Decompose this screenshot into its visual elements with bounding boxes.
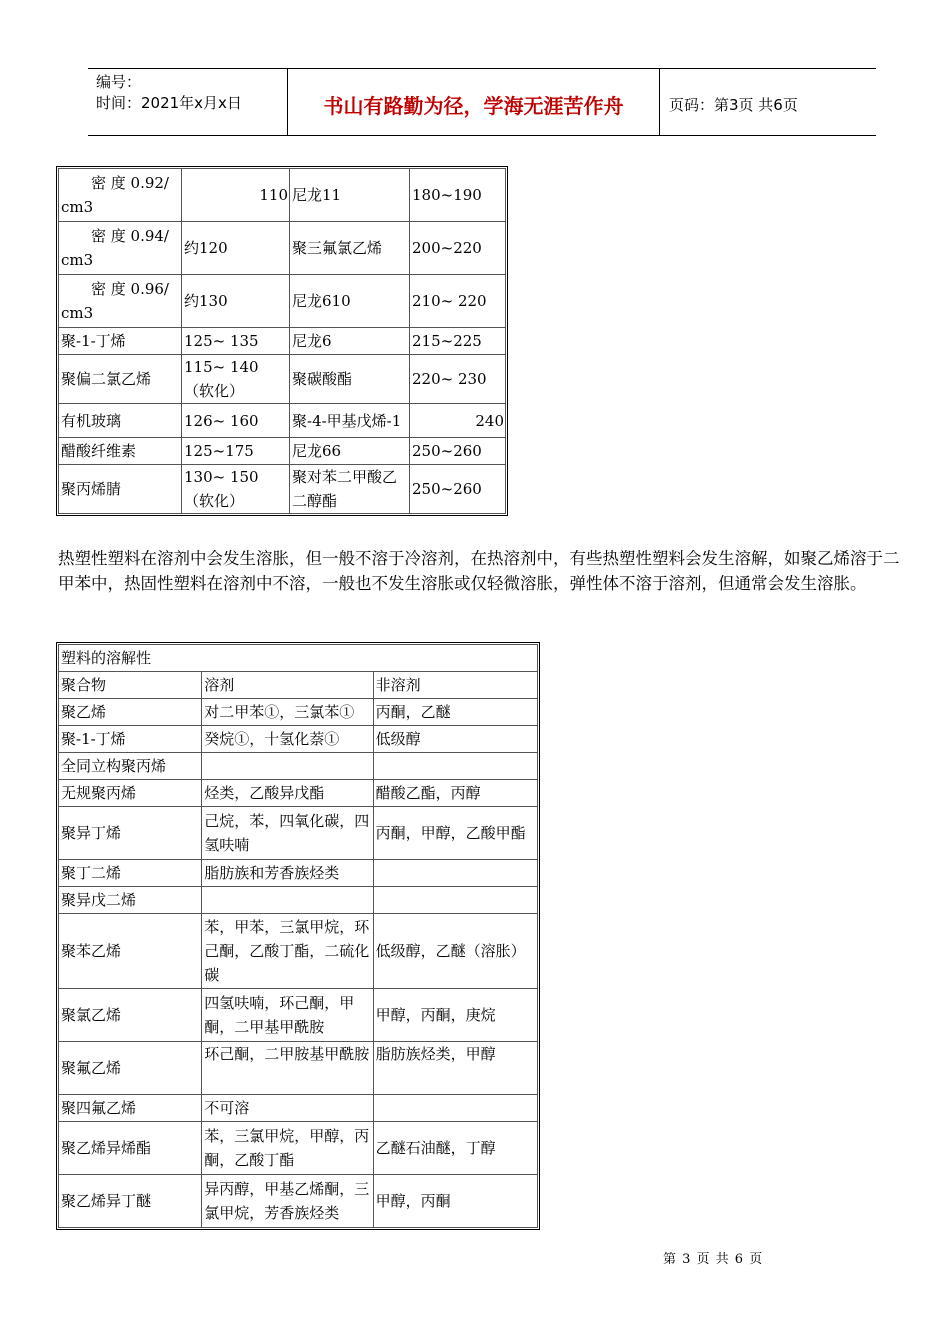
cell-polymer: 聚苯乙烯 — [59, 914, 202, 989]
cell-non-solvent: 甲醇，丙酮，庚烷 — [373, 989, 537, 1042]
cell-temp-b: 250~260 — [410, 438, 506, 465]
cell-temp-a: 约120 — [182, 222, 290, 275]
cell-non-solvent: 丙酮，乙醚 — [373, 699, 537, 726]
table-row — [59, 807, 538, 860]
cell-non-solvent: 低级醇，乙醚（溶胀） — [373, 914, 537, 989]
page-footer: 第 3 页 共 6 页 — [663, 1252, 764, 1267]
cell-solvent: 己烷，苯，四氧化碳，四氢呋喃 — [202, 807, 373, 860]
cell-temp-a: 110 — [182, 169, 290, 222]
table-row — [59, 275, 506, 328]
cell-polymer: 聚丁二烯 — [59, 860, 202, 887]
solubility-title-row — [59, 645, 538, 672]
cell-temp-b: 240 — [410, 404, 506, 438]
cell-polymer-a: 密 度 0.94/ cm3 — [59, 222, 182, 275]
cell-polymer-a: 聚丙烯腈 — [59, 465, 182, 514]
cell-temp-b: 215~225 — [410, 328, 506, 355]
cell-non-solvent: 乙醚石油醚，丁醇 — [373, 1122, 537, 1175]
cell-temp-a: 125~ 135 — [182, 328, 290, 355]
cell-temp-a: 125~175 — [182, 438, 290, 465]
header-time: 时间：2021年x月x日 — [96, 94, 242, 112]
page-header — [88, 68, 876, 136]
cell-polymer: 全同立构聚丙烯 — [59, 753, 202, 780]
cell-polymer: 无规聚丙烯 — [59, 780, 202, 807]
cell-polymer-a: 密 度 0.92/ cm3 — [59, 169, 182, 222]
cell-non-solvent — [373, 887, 537, 914]
table-row — [59, 699, 538, 726]
solubility-header-row — [59, 672, 538, 699]
cell-solvent: 对二甲苯①，三氯苯① — [202, 699, 373, 726]
cell-non-solvent: 丙酮，甲醇，乙酸甲酯 — [373, 807, 537, 860]
cell-solvent: 烃类，乙酸异戊酯 — [202, 780, 373, 807]
cell-polymer-b: 聚-4-甲基戊烯-1 — [290, 404, 410, 438]
cell-polymer-b: 聚碳酸酯 — [290, 355, 410, 404]
table-row — [59, 726, 538, 753]
cell-non-solvent — [373, 860, 537, 887]
table-row — [59, 1175, 538, 1228]
cell-polymer-b: 尼龙6 — [290, 328, 410, 355]
table-row — [59, 914, 538, 989]
cell-non-solvent: 低级醇 — [373, 726, 537, 753]
cell-temp-b: 200~220 — [410, 222, 506, 275]
cell-solvent — [202, 887, 373, 914]
cell-polymer-a: 密 度 0.96/ cm3 — [59, 275, 182, 328]
table-row — [59, 989, 538, 1042]
cell-solvent: 不可溶 — [202, 1095, 373, 1122]
cell-polymer-a: 聚偏二氯乙烯 — [59, 355, 182, 404]
cell-polymer: 聚乙烯 — [59, 699, 202, 726]
cell-polymer: 聚乙烯异烯酯 — [59, 1122, 202, 1175]
cell-polymer: 聚乙烯异丁醚 — [59, 1175, 202, 1228]
cell-polymer: 聚-1-丁烯 — [59, 726, 202, 753]
cell-polymer: 聚氯乙烯 — [59, 989, 202, 1042]
cell-temp-b: 250~260 — [410, 465, 506, 514]
cell-polymer-b: 聚对苯二甲酸乙二醇酯 — [290, 465, 410, 514]
solubility-table-title: 塑料的溶解性 — [59, 645, 538, 672]
table-row — [59, 465, 506, 514]
table-row — [59, 222, 506, 275]
header-number: 编号： — [96, 73, 142, 91]
cell-non-solvent: 脂肪族烃类，甲醇 — [373, 1042, 537, 1095]
table-row — [59, 169, 506, 222]
cell-polymer-a: 有机玻璃 — [59, 404, 182, 438]
cell-polymer: 聚四氟乙烯 — [59, 1095, 202, 1122]
cell-temp-b: 220~ 230 — [410, 355, 506, 404]
cell-solvent: 环己酮，二甲胺基甲酰胺 — [202, 1042, 373, 1095]
cell-polymer: 聚异戊二烯 — [59, 887, 202, 914]
header-motto: 书山有路勤为径，学海无涯苦作舟 — [287, 69, 660, 135]
cell-polymer-a: 聚-1-丁烯 — [59, 328, 182, 355]
table-row — [59, 1095, 538, 1122]
cell-solvent: 异丙醇，甲基乙烯酮，三氯甲烷，芳香族烃类 — [202, 1175, 373, 1228]
cell-solvent: 癸烷①，十氢化萘① — [202, 726, 373, 753]
table-row — [59, 355, 506, 404]
cell-temp-a: 126~ 160 — [182, 404, 290, 438]
cell-non-solvent — [373, 753, 537, 780]
table-row — [59, 780, 538, 807]
cell-temp-a: 130~ 150（软化） — [182, 465, 290, 514]
cell-non-solvent — [373, 1095, 537, 1122]
cell-solvent: 苯，甲苯，三氯甲烷，环己酮，乙酸丁酯，二硫化碳 — [202, 914, 373, 989]
cell-polymer-a: 醋酸纤维素 — [59, 438, 182, 465]
column-header-polymer: 聚合物 — [59, 672, 202, 699]
table-row — [59, 328, 506, 355]
cell-polymer: 聚氟乙烯 — [59, 1042, 202, 1095]
cell-temp-b: 180~190 — [410, 169, 506, 222]
cell-temp-a: 约130 — [182, 275, 290, 328]
table-row — [59, 753, 538, 780]
cell-solvent: 四氢呋喃，环己酮，甲酮，二甲基甲酰胺 — [202, 989, 373, 1042]
table-row — [59, 887, 538, 914]
cell-polymer-b: 尼龙610 — [290, 275, 410, 328]
column-header-non-solvent: 非溶剂 — [373, 672, 537, 699]
cell-non-solvent: 甲醇，丙酮 — [373, 1175, 537, 1228]
table-row — [59, 1042, 538, 1095]
cell-polymer: 聚异丁烯 — [59, 807, 202, 860]
cell-solvent — [202, 753, 373, 780]
solubility-table — [58, 644, 538, 1228]
cell-solvent: 脂肪族和芳香族烃类 — [202, 860, 373, 887]
cell-temp-b: 210~ 220 — [410, 275, 506, 328]
cell-non-solvent: 醋酸乙酯，丙醇 — [373, 780, 537, 807]
cell-polymer-b: 聚三氟氯乙烯 — [290, 222, 410, 275]
cell-solvent: 苯，三氯甲烷，甲醇，丙酮，乙酸丁酯 — [202, 1122, 373, 1175]
table-row — [59, 860, 538, 887]
column-header-solvent: 溶剂 — [202, 672, 373, 699]
header-meta — [88, 69, 287, 135]
table-row — [59, 438, 506, 465]
table-row — [59, 1122, 538, 1175]
body-paragraph: 热塑性塑料在溶剂中会发生溶胀，但一般不溶于冷溶剂，在热溶剂中，有些热塑性塑料会发生溶解，如聚乙烯溶于二甲苯中，热固性塑料在溶剂中不溶，一般也不发生溶胀或仅轻微溶胀，弹性体不溶于溶剂，但通常会发生溶胀。 — [58, 549, 900, 593]
table-row — [59, 404, 506, 438]
melting-point-table — [58, 168, 506, 514]
cell-temp-a: 115~ 140（软化） — [182, 355, 290, 404]
header-page-info: 页码：第3页 共6页 — [669, 95, 798, 114]
cell-polymer-b: 尼龙66 — [290, 438, 410, 465]
cell-polymer-b: 尼龙11 — [290, 169, 410, 222]
